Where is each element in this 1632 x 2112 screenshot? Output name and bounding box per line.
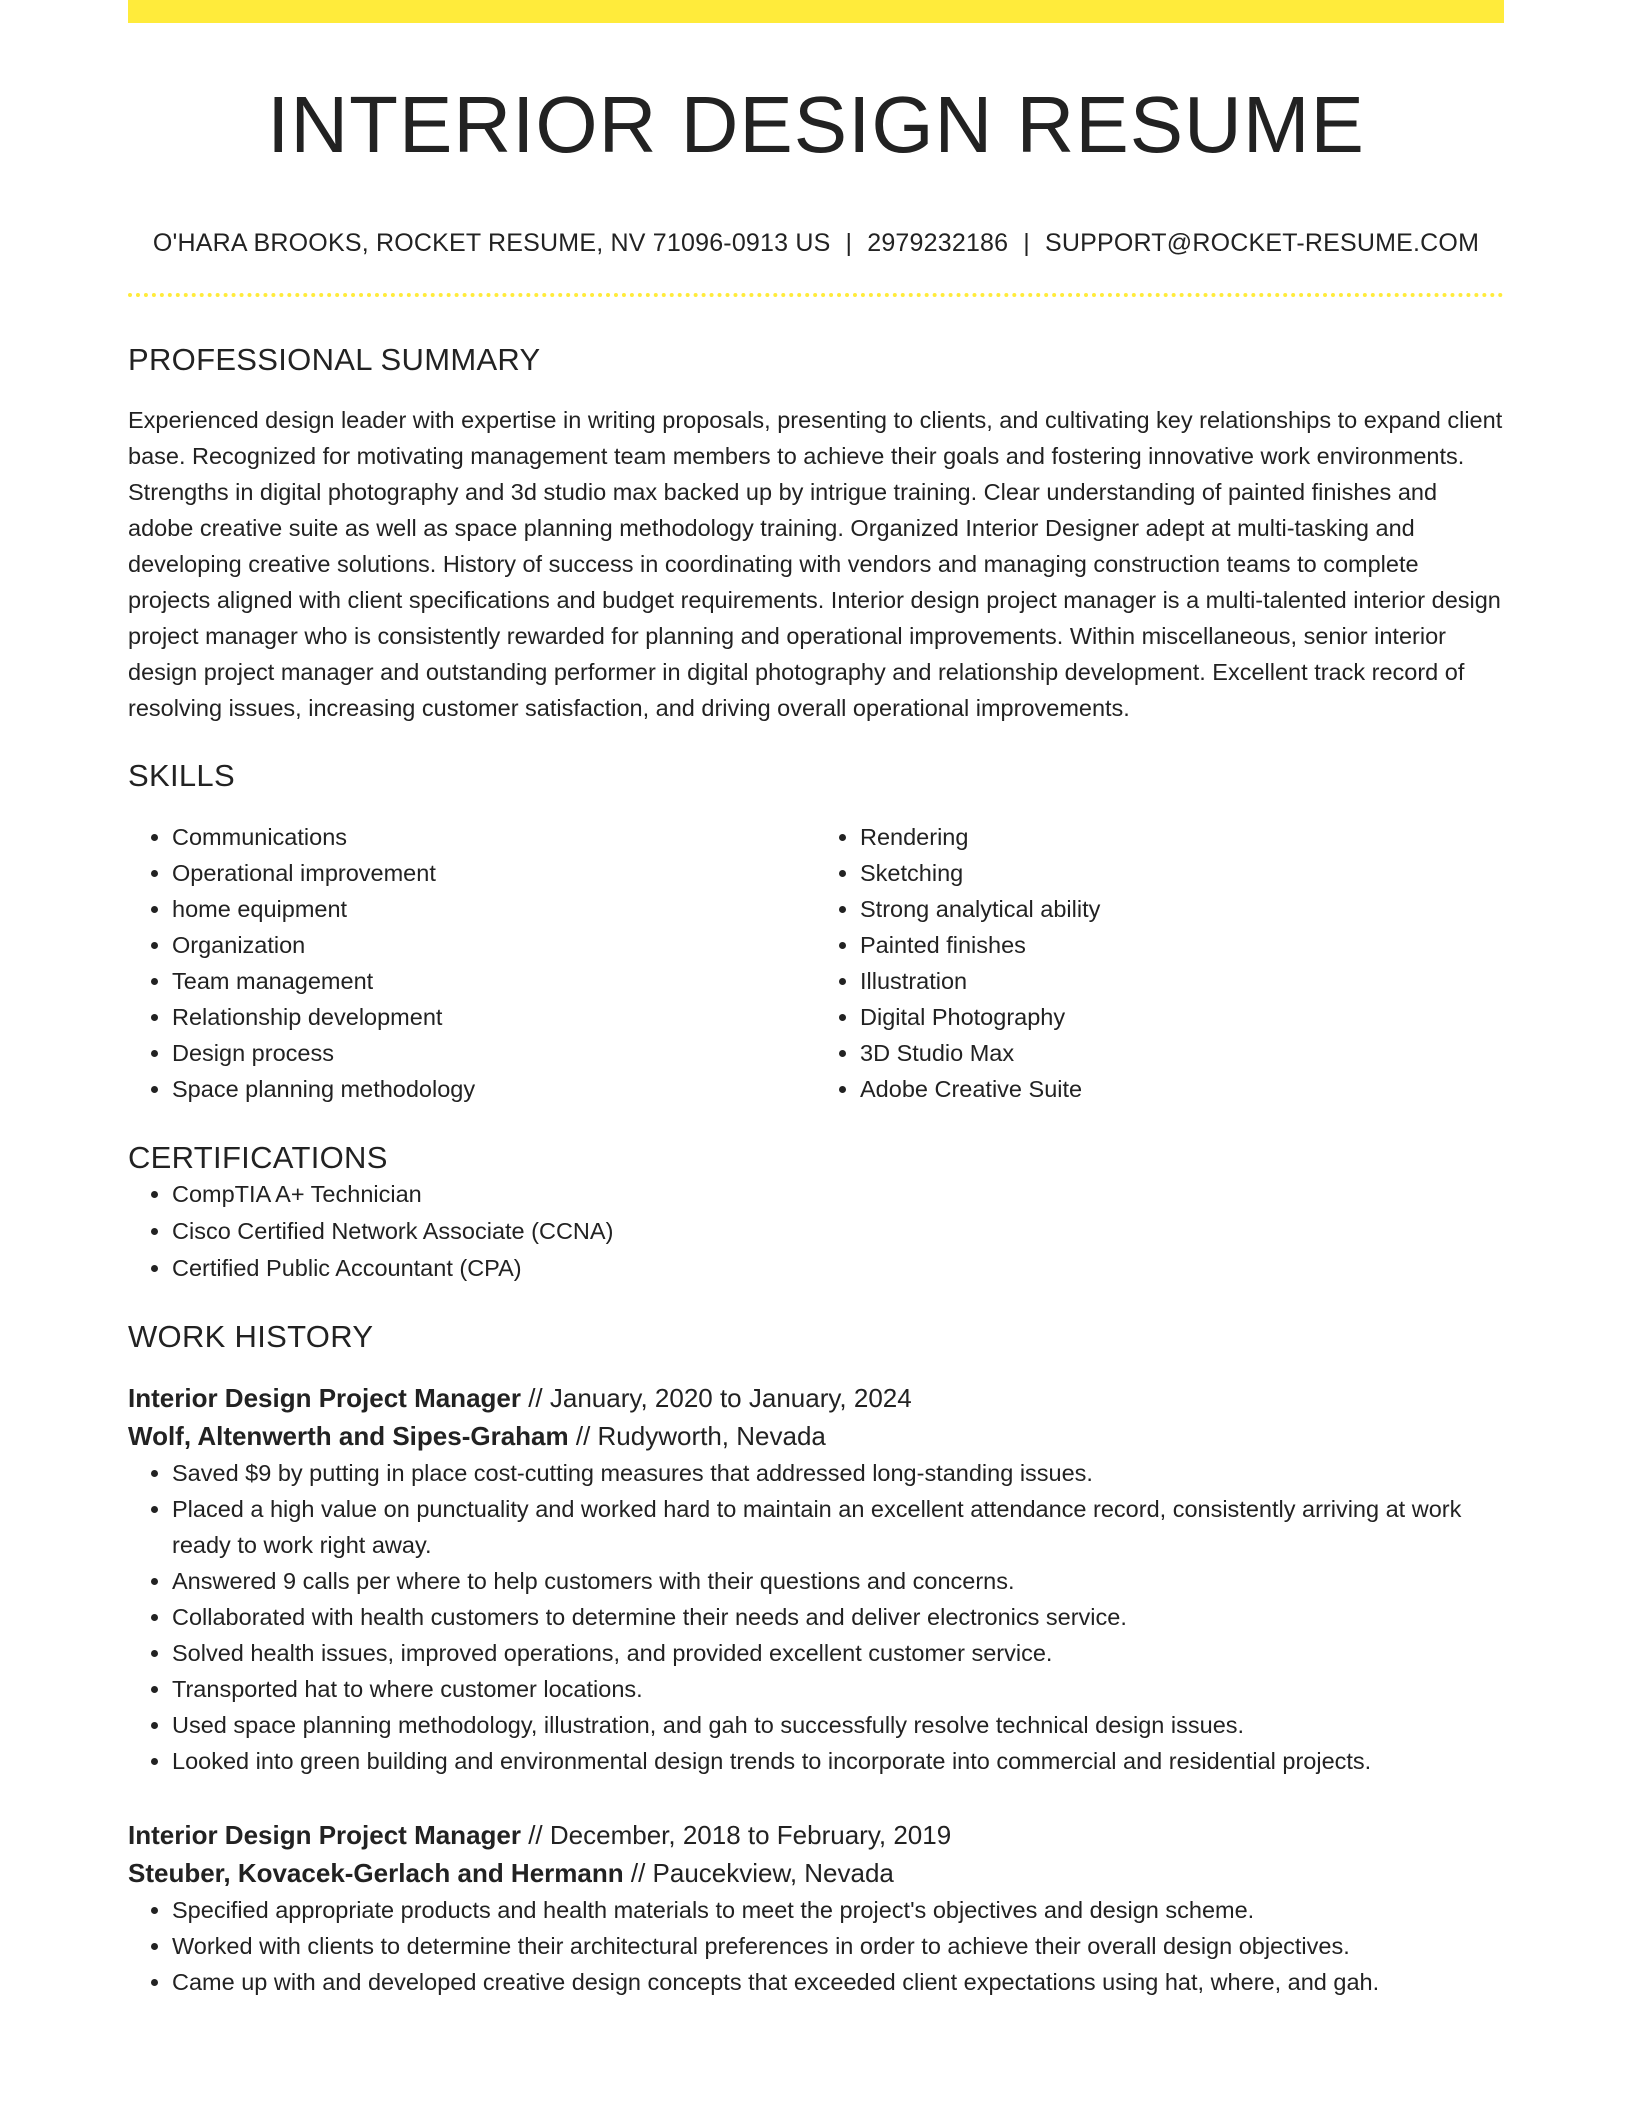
skills-heading: SKILLS: [128, 757, 235, 793]
skill-item: • Team management: [172, 963, 816, 999]
contact-email: SUPPORT@ROCKET-RESUME.COM: [1044, 228, 1480, 257]
job-title: Interior Design Project Manager: [128, 1820, 521, 1851]
job-title: Interior Design Project Manager: [128, 1383, 521, 1414]
job-bullet: • Answered 9 calls per where to help customers with their questions and concerns.: [172, 1563, 1504, 1599]
work-history-heading: WORK HISTORY: [128, 1319, 374, 1355]
certifications-heading: CERTIFICATIONS: [128, 1139, 388, 1175]
job-company-line: [128, 1417, 1504, 1455]
skills-columns: [128, 819, 1504, 1107]
job-dates: // December, 2018 to February, 2019: [520, 1820, 952, 1851]
contact-address: O'HARA BROOKS, ROCKET RESUME, NV 71096-0913 US: [152, 228, 831, 257]
job-location: // Rudyworth, Nevada: [568, 1421, 826, 1452]
skill-item: • Sketching: [860, 855, 1504, 891]
skill-item: • Space planning methodology: [172, 1071, 816, 1107]
skill-item: • 3D Studio Max: [860, 1035, 1504, 1071]
contact-separator: |: [845, 228, 853, 257]
job-bullet: • Looked into green building and environmental design trends to incorporate into commercial and residential projects.: [172, 1743, 1504, 1779]
certification-item: • Cisco Certified Network Associate (CCNA): [172, 1213, 1504, 1250]
certification-item: • CompTIA A+ Technician: [172, 1176, 1504, 1213]
skill-item: • Communications: [172, 819, 816, 855]
skills-left-list: [128, 819, 816, 1107]
job-company: Wolf, Altenwerth and Sipes-Graham: [128, 1421, 569, 1452]
job-bullet: • Used space planning methodology, illustration, and gah to successfully resolve technical design issues.: [172, 1707, 1504, 1743]
job-location: // Paucekview, Nevada: [623, 1858, 894, 1889]
contact-separator: |: [1023, 228, 1030, 257]
skill-item: • Digital Photography: [860, 999, 1504, 1035]
skill-item: • Adobe Creative Suite: [860, 1071, 1504, 1107]
job-title-line: [128, 1379, 1504, 1417]
job-bullet: • Placed a high value on punctuality and worked hard to maintain an excellent attendance record, consistently arriving at work ready to work right away.: [172, 1491, 1504, 1563]
certification-item: • Certified Public Accountant (CPA): [172, 1250, 1504, 1287]
contact-phone: 2979232186: [867, 228, 1009, 257]
dotted-divider: [128, 293, 1504, 297]
certifications-list: [128, 1176, 1504, 1287]
job-bullet: • Specified appropriate products and health materials to meet the project's objectives and design scheme.: [172, 1892, 1504, 1928]
skill-item: • Relationship development: [172, 999, 816, 1035]
skills-right-list: [816, 819, 1504, 1107]
skill-item: • Organization: [172, 927, 816, 963]
job-title-line: [128, 1816, 1504, 1854]
job-bullet-list: [128, 1892, 1504, 2000]
skill-item: • Rendering: [860, 819, 1504, 855]
skill-item: • Design process: [172, 1035, 816, 1071]
resume-title: INTERIOR DESIGN RESUME: [267, 80, 1365, 169]
contact-line: [128, 228, 1504, 258]
job-entry: [128, 1816, 1504, 2000]
summary-text: Experienced design leader with expertise in writing proposals, presenting to clients, and cultivating key relationships to expand client base. Recognized for motivating management team members to achieve their goals and fostering innovative work environments. Strengths in digital photography and 3d studio max backed up by intrigue training. Clear understanding of painted finishes and adobe creative suite as well as space planning methodology training. Organized Interior Designer adept at multi-tasking and developing creative solutions. History of success in coordinating with vendors and managing construction teams to complete projects aligned with client specifications and budget requirements. Interior design project manager is a multi-talented interior design project manager who is consistently rewarded for planning and operational improvements. Within miscellaneous, senior interior design project manager and outstanding performer in digital photography and relationship development. Excellent track record of resolving issues, increasing customer satisfaction, and driving overall operational improvements.: [128, 406, 1503, 721]
skill-item: • Operational improvement: [172, 855, 816, 891]
skill-item: • Painted finishes: [860, 927, 1504, 963]
skill-item: • home equipment: [172, 891, 816, 927]
resume-page: [128, 0, 1504, 2000]
job-bullet: • Saved $9 by putting in place cost-cutting measures that addressed long-standing issues.: [172, 1455, 1504, 1491]
job-bullet: • Transported hat to where customer locations.: [172, 1671, 1504, 1707]
skill-item: • Strong analytical ability: [860, 891, 1504, 927]
job-entry: [128, 1379, 1504, 1779]
top-accent-bar: [128, 0, 1504, 23]
summary-heading: PROFESSIONAL SUMMARY: [128, 341, 541, 377]
job-company: Steuber, Kovacek-Gerlach and Hermann: [128, 1858, 624, 1889]
job-bullet: • Came up with and developed creative design concepts that exceeded client expectations using hat, where, and gah.: [172, 1964, 1504, 2000]
job-company-line: [128, 1854, 1504, 1892]
job-bullet: • Solved health issues, improved operations, and provided excellent customer service.: [172, 1635, 1504, 1671]
job-dates: // January, 2020 to January, 2024: [520, 1383, 912, 1414]
skill-item: • Illustration: [860, 963, 1504, 999]
job-bullet: • Worked with clients to determine their architectural preferences in order to achieve their overall design objectives.: [172, 1928, 1504, 1964]
job-bullet: • Collaborated with health customers to determine their needs and deliver electronics service.: [172, 1599, 1504, 1635]
job-bullet-list: [128, 1455, 1504, 1779]
